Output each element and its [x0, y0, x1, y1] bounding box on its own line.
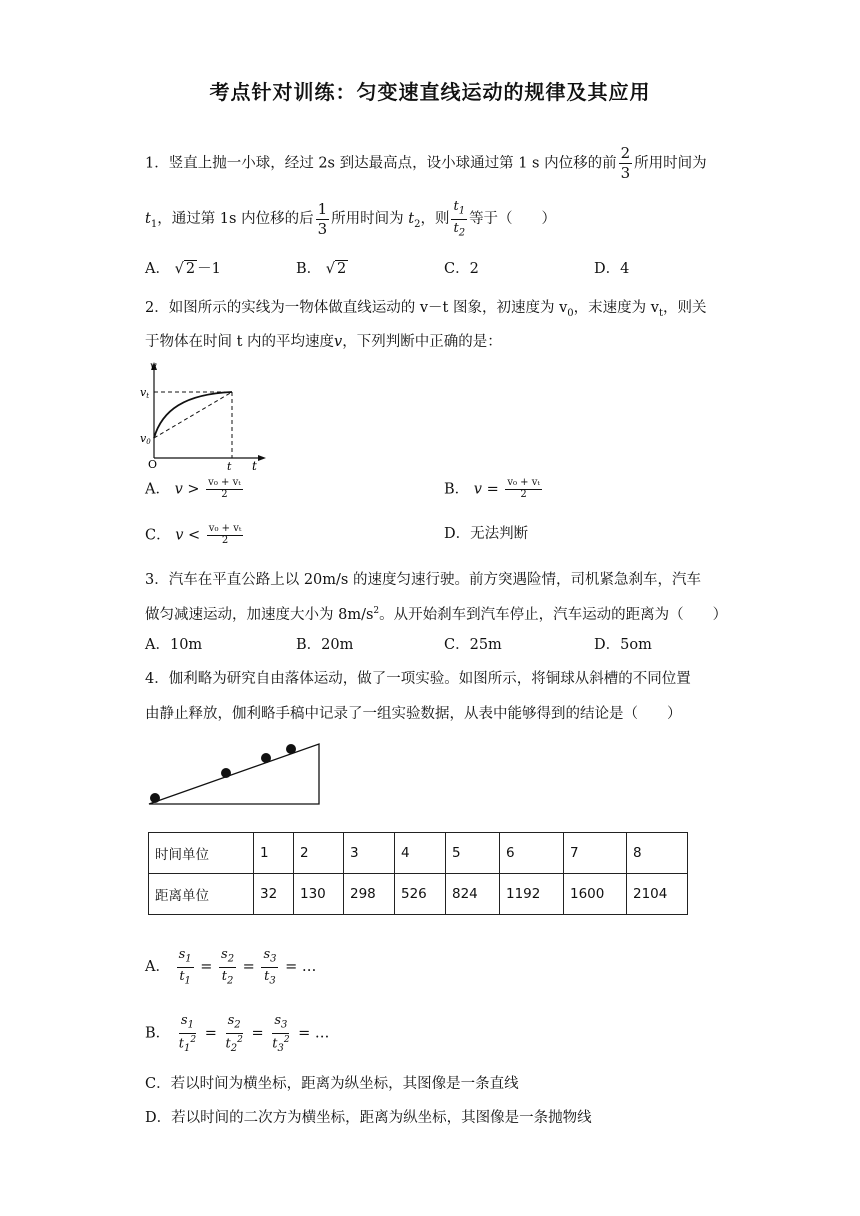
q4-line1: 4．伽利略为研究自由落体运动，做了一项实验。如图所示，将铜球从斜槽的不同位置	[145, 671, 691, 687]
table-cell: 5	[446, 833, 500, 874]
q1-text-post: 所用时间为	[634, 155, 707, 172]
table-row-distance	[149, 874, 688, 915]
q3-option-c: C．25m	[444, 637, 502, 653]
table-cell: 8	[627, 833, 688, 874]
table-cell: 130	[294, 874, 344, 915]
table-row-time	[149, 833, 688, 874]
q3-option-b: B．20m	[296, 637, 354, 653]
table-cell: 2104	[627, 874, 688, 915]
q4-option-d: D．若以时间的二次方为横坐标，距离为纵坐标，其图像是一条抛物线	[145, 1110, 592, 1126]
q3-option-d: D．5om	[594, 637, 652, 653]
table-cell: 824	[446, 874, 500, 915]
q1-text: 1．竖直上抛一小球，经过 2s 到达最高点，设小球通过第 1 s 内位移的前	[145, 155, 617, 172]
q3-line1: 3．汽车在平直公路上以 20m/s 的速度匀速行驶。前方突遇险情，司机紧急刹车，汽车	[145, 572, 701, 588]
q2-option-b: B． v = $\frac{\text{v₀ + vₜ}}{2}$	[444, 477, 540, 500]
q1-frac-two-thirds: $\frac{2}{3}$	[620, 144, 631, 182]
q1-ratio: $\frac{t_1}{t_2}$	[453, 199, 466, 239]
table-cell: 1192	[500, 874, 564, 915]
q1-option-a: A． √ 2 －1	[145, 261, 221, 277]
vt-graph	[140, 360, 270, 472]
q2-line1: 2．如图所示的实线为一物体做直线运动的 v－t 图象，初速度为 $v_0$，末速度为 $v_t$，则关	[145, 300, 707, 319]
table-cell: 298	[344, 874, 395, 915]
table-cell: 32	[254, 874, 294, 915]
table-cell: 1	[254, 833, 294, 874]
q2-option-c: C． v < $\frac{\text{v₀ + vₜ}}{2}$	[145, 523, 242, 546]
table-cell: 2	[294, 833, 344, 874]
ball-3	[261, 753, 271, 763]
table-cell: 1600	[564, 874, 627, 915]
q1-option-c: C．2	[444, 261, 479, 277]
table-cell: 526	[395, 874, 446, 915]
vt-graph-y-label: v	[150, 360, 157, 373]
q2-option-d: D．无法判断	[444, 526, 529, 542]
ball-4	[286, 744, 296, 754]
q1-frac-one-third: $\frac{1}{3}$	[317, 199, 328, 238]
table-cell: 4	[395, 833, 446, 874]
q4-option-c: C．若以时间为横坐标，距离为纵坐标，其图像是一条直线	[145, 1076, 519, 1092]
ball-1	[150, 793, 160, 803]
table-header-distance: 距离单位	[149, 874, 254, 915]
data-table	[148, 832, 688, 915]
page-title: 考点针对训练：匀变速直线运动的规律及其应用	[209, 80, 651, 104]
q2-line2: 于物体在时间 t 内的平均速度v，下列判断中正确的是：	[145, 334, 502, 350]
q1-option-d: D．4	[594, 261, 630, 277]
q3-line2: 做匀减速运动，加速度大小为 $8m/s^2$。从开始刹车到汽车停止，汽车运动的距离为（ ）	[145, 606, 728, 623]
vt-graph-t-label: t	[227, 460, 232, 472]
table-cell: 6	[500, 833, 564, 874]
vt-graph-x-label: t	[252, 459, 257, 472]
q2-option-a: A． v > $\frac{\text{v₀ + vₜ}}{2}$	[145, 477, 241, 500]
incline-diagram	[145, 738, 325, 808]
q4-option-b: B． $\frac{s_1}{t_1^2}$ = $\frac{s_2}{t_2^2}$ = $\frac{s_3}{t_3^2}$ = …	[145, 1013, 330, 1054]
vt-graph-vt-label: vt	[140, 386, 150, 400]
table-cell: 7	[564, 833, 627, 874]
vt-graph-origin: O	[148, 458, 158, 471]
vt-graph-v0-label: v0	[140, 432, 151, 446]
q1-line1	[145, 146, 707, 181]
ball-2	[221, 768, 231, 778]
q4-option-a: A． $\frac{s_1}{t_1}$ = $\frac{s_2}{t_2}$ = $\frac{s_3}{t_3}$ = …	[145, 947, 317, 987]
table-header-time: 时间单位	[149, 833, 254, 874]
q4-line2: 由静止释放，伽利略手稿中记录了一组实验数据，从表中能够得到的结论是（ ）	[145, 706, 682, 722]
q3-option-a: A．10m	[145, 637, 203, 653]
q1-option-b: B． √ 2	[296, 261, 347, 277]
q1-line2: $t_1$，通过第 1s 内位移的后 $\frac{1}{3}$ 所用时间为 $t_2$，则 $\frac{t_1}{t_2}$ 等于（ ）	[145, 199, 557, 239]
table-cell: 3	[344, 833, 395, 874]
vt-graph-x-arrow	[258, 455, 266, 461]
